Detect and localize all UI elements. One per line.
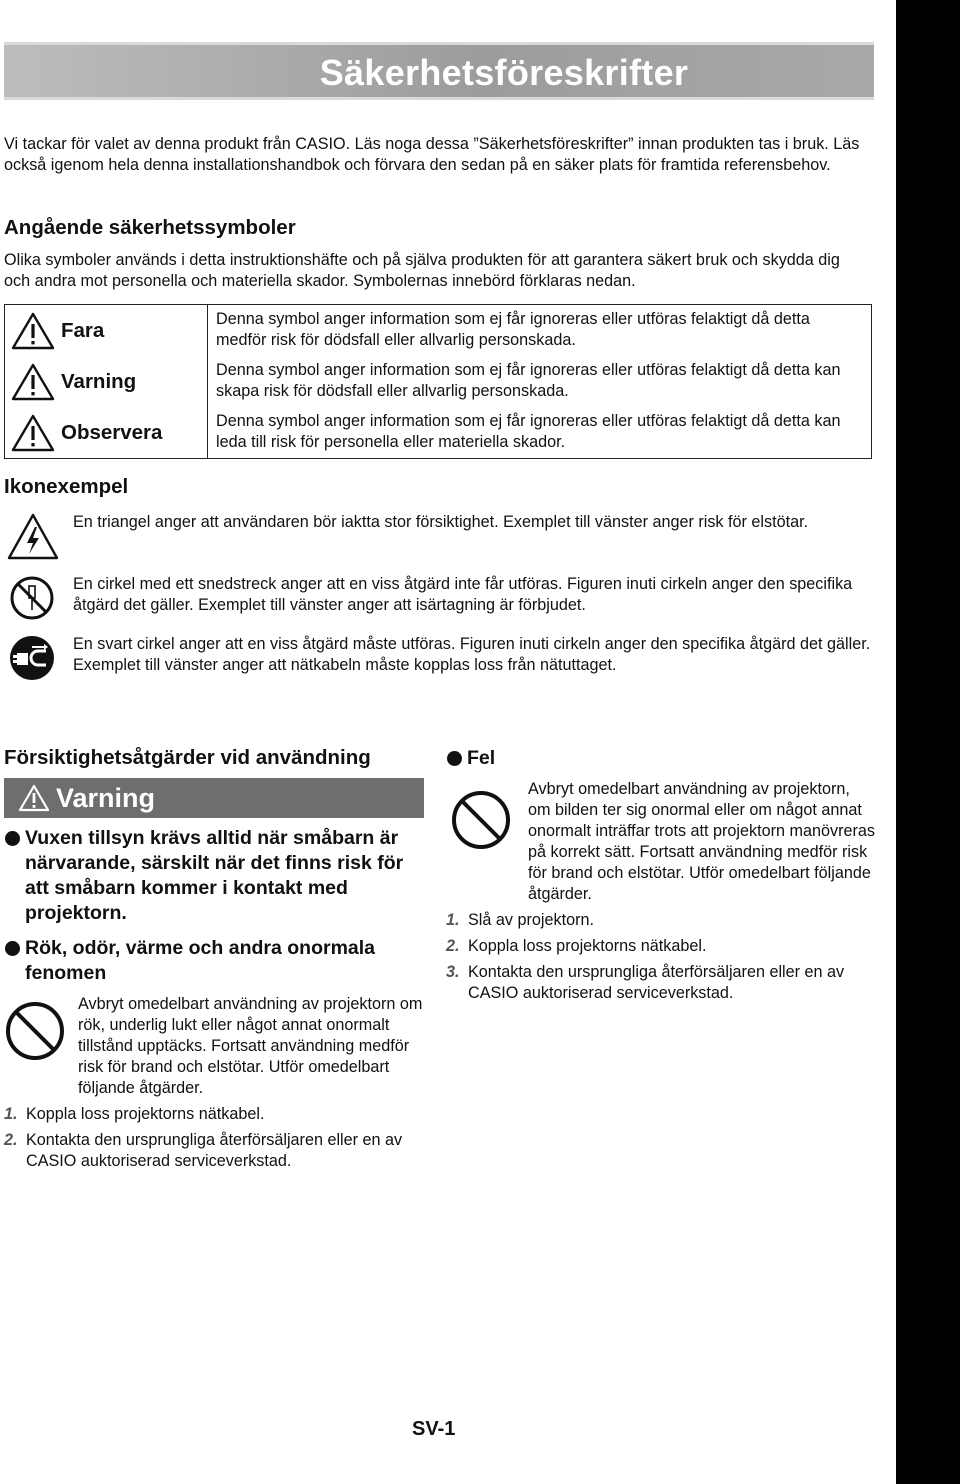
symbol-description: Denna symbol anger information som ej får ignoreras eller utföras felaktigt då detta kan skapa risk för dödsfall eller allvarlig personskada.: [216, 361, 841, 400]
prohibited-icon: [450, 789, 512, 851]
warning-triangle-icon: [18, 784, 50, 812]
fault-heading-text: Fel: [467, 747, 496, 769]
symbol-label: Varning: [61, 369, 137, 393]
symbols-paragraph: Olika symboler används i detta instruktionshäfte och på själva produkten för att garantera säkert bruk och skydda dig och andra mot personella och materiella skador. Symbolernas innebörd förklaras nedan.: [4, 251, 840, 290]
warning-triangle-icon: [11, 311, 55, 351]
smoke-heading: [4, 936, 424, 986]
unplug-power-icon: [8, 634, 56, 682]
smoke-steps: [4, 1104, 424, 1172]
no-disassembly-icon: [8, 574, 56, 622]
symbol-description: Denna symbol anger information som ej får ignoreras eller utföras felaktigt då detta kan leda till risk för personella eller materiella skador.: [216, 412, 841, 451]
intro-paragraph: Vi tackar för valet av denna produkt från CASIO. Läs noga dessa ”Säkerhetsföreskrifter” innan produkten tas i bruk. Läs också igenom hela denna installationshandbok och förvara den sedan på en säker plats för framtida referensbehov.: [4, 135, 860, 174]
smoke-text: Avbryt omedelbart användning av projektorn om rök, underlig lukt eller något annat onormalt tillstånd upptäcks. Fortsatt användning medför risk för brand och elstötar. Utför omedelbart följande åtgärder.: [78, 995, 423, 1097]
symbol-table: [4, 304, 872, 459]
symbol-label: Observera: [61, 420, 163, 444]
icon-example-text: En svart cirkel anger att en viss åtgärd måste utföras. Figuren inuti cirkeln anger den specifika åtgärd det gäller. Exemplet till vänster anger att nätkabeln måste kopplas loss från nätuttaget.: [73, 635, 871, 674]
fault-text: Avbryt omedelbart användning av projektorn, om bilden ter sig onormal eller om något annat onormalt inträffar trots att projektorn manövreras på korrekt sätt. Fortsatt användning medför risk för brand och elstötar. Utför omedelbart följande åtgärder.: [528, 780, 875, 903]
bullet-icon: [447, 751, 462, 766]
page-number: SV-1: [412, 1418, 456, 1440]
bullet-icon: [5, 831, 20, 846]
title-bar: [4, 42, 874, 100]
prohibited-icon: [4, 1000, 66, 1062]
step-item: 1. Slå av projektorn.: [446, 911, 594, 929]
symbols-heading: Angående säkerhetssymboler: [4, 216, 296, 239]
icon-examples-heading: Ikonexempel: [4, 475, 129, 498]
step-item: 2. Kontakta den ursprungliga återförsäljaren eller en av CASIO auktoriserad serviceverkstad.: [4, 1131, 403, 1170]
electric-shock-triangle-icon: [6, 512, 60, 562]
symbol-row-varning: [5, 356, 872, 407]
warning-banner-label: Varning: [56, 782, 156, 813]
symbol-row-fara: [5, 305, 872, 357]
step-item: 1. Koppla loss projektorns nätkabel.: [4, 1105, 265, 1123]
symbol-label: Fara: [61, 318, 105, 342]
fault-heading: [446, 746, 876, 771]
fault-column: [446, 746, 876, 1004]
symbol-description: Denna symbol anger information som ej får ignoreras eller utföras felaktigt då detta medför risk för dödsfall eller allvarlig personskada.: [216, 310, 810, 349]
warning-triangle-icon: [11, 362, 55, 402]
warning-triangle-icon: [11, 413, 55, 453]
bullet-icon: [5, 941, 20, 956]
precautions-column: [4, 746, 424, 1172]
precautions-heading: Försiktighetsåtgärder vid användning: [4, 746, 371, 769]
smoke-heading-text: Rök, odör, värme och andra onormala fenomen: [25, 937, 376, 984]
step-item: 3. Kontakta den ursprungliga återförsäljaren eller en av CASIO auktoriserad serviceverkstad.: [446, 963, 845, 1002]
symbol-row-observera: [5, 407, 872, 459]
smoke-block: [4, 994, 424, 1099]
step-item: 2. Koppla loss projektorns nätkabel.: [446, 937, 707, 955]
page-title: Säkerhetsföreskrifter: [319, 52, 689, 93]
fault-block: [446, 779, 876, 905]
fault-steps: [446, 910, 876, 1004]
supervision-text: Vuxen tillsyn krävs alltid när småbarn är närvarande, särskilt när det finns risk för att småbarn kommer i kontakt med projektorn.: [25, 827, 404, 924]
supervision-heading: [4, 826, 424, 926]
icon-example-text: En cirkel med ett snedstreck anger att en viss åtgärd inte får utföras. Figuren inuti cirkeln anger den specifika åtgärd det gäller. Exemplet till vänster anger att isärtagning är förbjudet.: [73, 575, 853, 614]
warning-banner: [4, 778, 424, 818]
icon-example-text: En triangel anger att användaren bör iaktta stor försiktighet. Exemplet till vänster anger risk för elstötar.: [73, 513, 809, 531]
page-edge-strip: [896, 0, 960, 1484]
